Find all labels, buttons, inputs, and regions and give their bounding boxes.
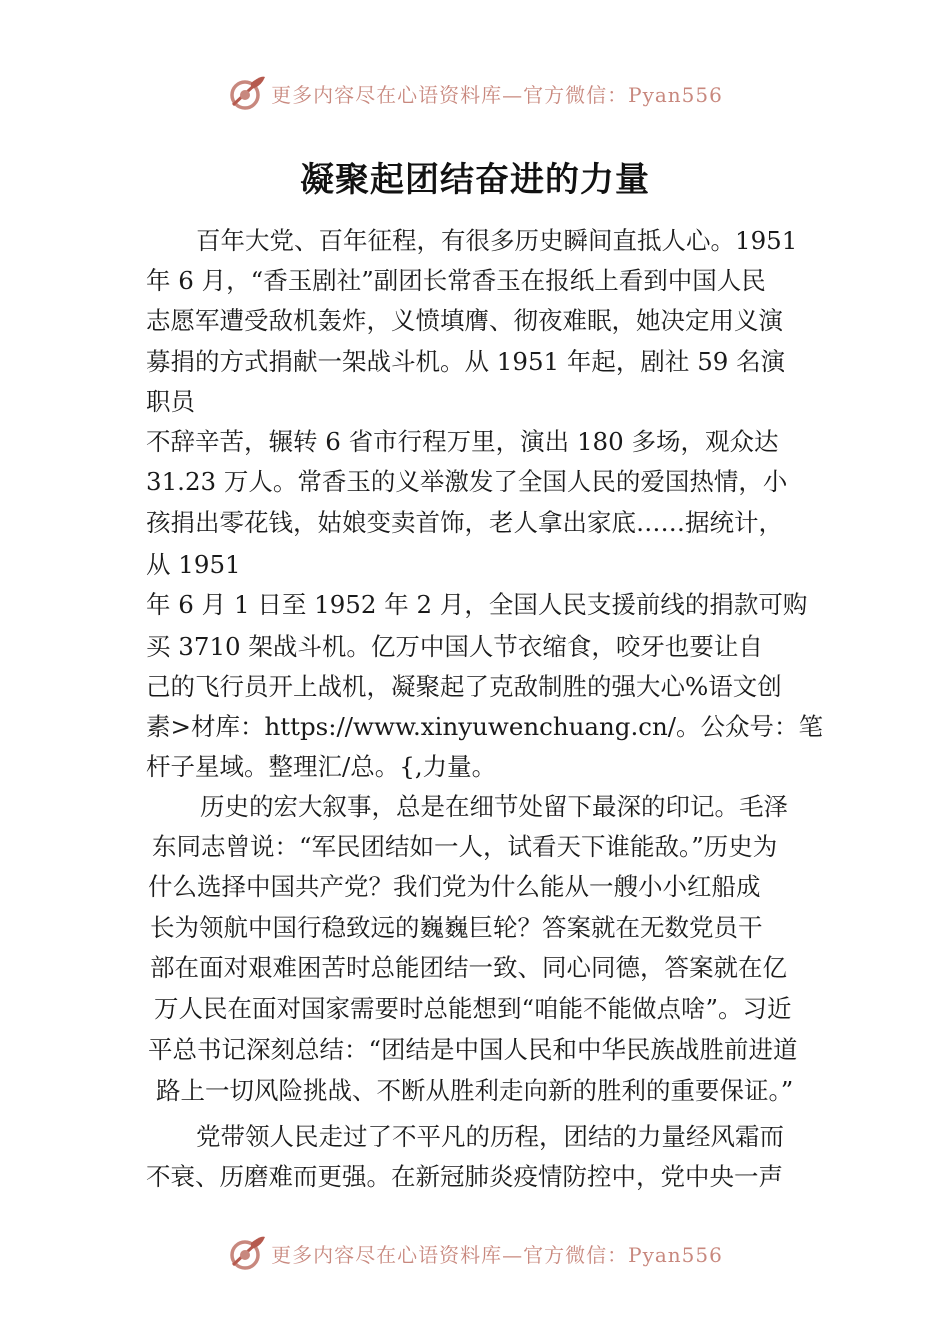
text-line: 素>材库：https://www.xinyuwenchuang.cn/。公众号：笔 — [146, 712, 824, 741]
text-line: 历史的宏大叙事，总是在细节处留下最深的印记。毛泽 — [200, 792, 788, 821]
text-line: 募捐的方式捐献一架战斗机。从 1951 年起，剧社 59 名演 — [146, 347, 786, 376]
text-line: 什么选择中国共产党？我们党为什么能从一艘小小红船成 — [148, 872, 761, 901]
footer-banner — [0, 1228, 950, 1278]
text-line: 党带领人民走过了不平凡的历程，团结的力量经风霜而 — [196, 1122, 784, 1151]
text-line: 长为领航中国行稳致远的巍巍巨轮？答案就在无数党员干 — [150, 913, 763, 942]
text-line: 不衰、历磨难而更强。在新冠肺炎疫情防控中，党中央一声 — [146, 1162, 783, 1191]
header-banner-text: 更多内容尽在心语资料库—官方微信：Pyan556 — [271, 82, 723, 107]
text-line: 志愿军遭受敌机轰炸，义愤填膺、彻夜难眠，她决定用义演 — [146, 306, 783, 335]
text-line: 31.23 万人。常香玉的义举激发了全国人民的爱国热情，小 — [146, 467, 788, 496]
text-line: 平总书记深刻总结：“团结是中国人民和中华民族战胜前进道 — [148, 1035, 798, 1064]
quill-logo-icon — [227, 73, 267, 113]
text-line: 年 6 月，“香玉剧社”副团长常香玉在报纸上看到中国人民 — [146, 266, 766, 295]
text-line: 职员 — [146, 387, 195, 416]
text-line: 买 3710 架战斗机。亿万中国人节衣缩食，咬牙也要让自 — [146, 632, 763, 661]
document-title: 凝聚起团结奋进的力量 — [300, 160, 650, 200]
text-line: 百年大党、百年征程，有很多历史瞬间直抵人心。1951 — [196, 226, 798, 255]
text-line: 从 1951 — [146, 550, 241, 579]
footer-banner-text: 更多内容尽在心语资料库—官方微信：Pyan556 — [271, 1242, 723, 1267]
text-line: 万人民在面对国家需要时总能想到“咱能不能做点啥”。习近 — [154, 994, 792, 1023]
text-line: 杆子星域。整理汇/总。{,力量。 — [146, 752, 497, 781]
header-banner — [0, 68, 950, 118]
text-line: 年 6 月 1 日至 1952 年 2 月，全国人民支援前线的捐款可购 — [146, 590, 808, 619]
text-line: 部在面对艰难困苦时总能团结一致、同心同德，答案就在亿 — [150, 953, 787, 982]
text-line: 不辞辛苦，辗转 6 省市行程万里，演出 180 多场，观众达 — [146, 427, 779, 456]
text-line: 孩捐出零花钱，姑娘变卖首饰，老人拿出家底……据统计， — [146, 508, 783, 537]
text-line: 路上一切风险挑战、不断从胜利走向新的胜利的重要保证。” — [156, 1076, 794, 1105]
quill-logo-icon — [227, 1233, 267, 1273]
text-line: 己的飞行员开上战机，凝聚起了克敌制胜的强大心%语文创 — [146, 672, 782, 701]
text-line: 东同志曾说：“军民团结如一人，试看天下谁能敌。”历史为 — [152, 832, 778, 861]
